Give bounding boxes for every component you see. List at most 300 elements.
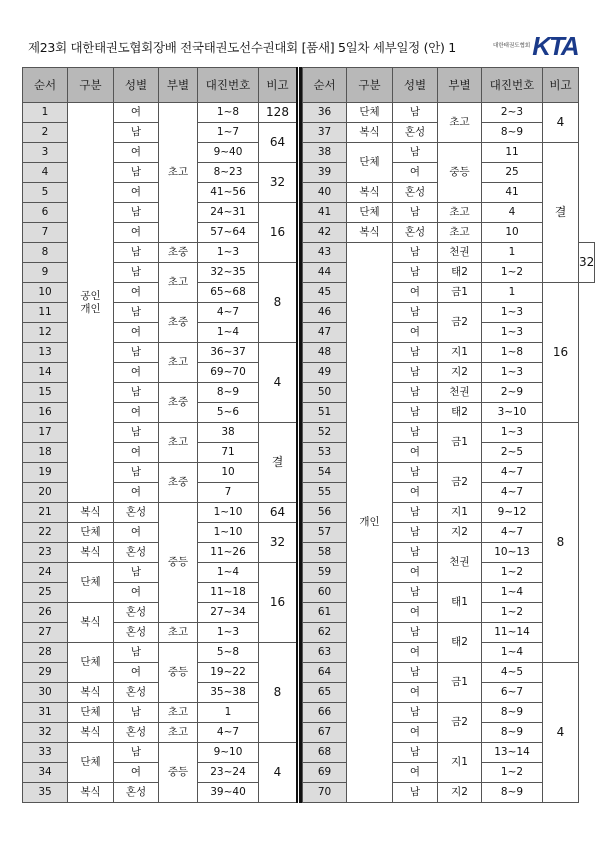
remarks-cell: 64 xyxy=(259,503,297,523)
gender-cell: 혼성 xyxy=(114,623,159,643)
division-cell: 중등 xyxy=(159,503,198,623)
category-cell: 복식 xyxy=(68,603,114,643)
order-cell: 59 xyxy=(303,563,347,583)
gender-cell: 남 xyxy=(393,403,438,423)
gender-cell: 남 xyxy=(393,383,438,403)
category-cell: 복식 xyxy=(68,503,114,523)
category-cell: 복식 xyxy=(68,543,114,563)
col-gender: 성별 xyxy=(114,68,159,103)
order-cell: 58 xyxy=(303,543,347,563)
order-cell: 43 xyxy=(303,243,347,263)
gender-cell: 여 xyxy=(114,103,159,123)
table-row xyxy=(23,103,297,123)
bracket-cell: 4~7 xyxy=(198,303,259,323)
gender-cell: 여 xyxy=(114,483,159,503)
table-row xyxy=(23,703,297,723)
remarks-cell: 32 xyxy=(579,243,595,283)
order-cell: 61 xyxy=(303,603,347,623)
table-row xyxy=(23,503,297,523)
order-cell: 42 xyxy=(303,223,347,243)
gender-cell: 여 xyxy=(393,723,438,743)
order-cell: 36 xyxy=(303,103,347,123)
bracket-cell: 4~7 xyxy=(482,463,543,483)
table-row xyxy=(303,663,595,683)
category-cell: 단체 xyxy=(347,143,393,183)
remarks-cell: 16 xyxy=(259,203,297,263)
bracket-cell: 10 xyxy=(482,223,543,243)
order-cell: 5 xyxy=(23,183,68,203)
division-cell: 천권 xyxy=(438,383,482,403)
gender-cell: 남 xyxy=(393,783,438,803)
table-row xyxy=(23,343,297,363)
table-row xyxy=(303,143,595,163)
bracket-cell: 1~8 xyxy=(198,103,259,123)
gender-cell: 남 xyxy=(393,703,438,723)
bracket-cell: 7 xyxy=(198,483,259,503)
order-cell: 30 xyxy=(23,683,68,703)
gender-cell: 남 xyxy=(114,643,159,663)
order-cell: 68 xyxy=(303,743,347,763)
bracket-cell: 8~9 xyxy=(482,123,543,143)
order-cell: 57 xyxy=(303,523,347,543)
col-bracket: 대진번호 xyxy=(198,68,259,103)
order-cell: 54 xyxy=(303,463,347,483)
order-cell: 7 xyxy=(23,223,68,243)
order-cell: 67 xyxy=(303,723,347,743)
order-cell: 56 xyxy=(303,503,347,523)
bracket-cell: 1~3 xyxy=(482,363,543,383)
col-gender: 성별 xyxy=(393,68,438,103)
category-cell: 복식 xyxy=(68,723,114,743)
gender-cell: 남 xyxy=(114,343,159,363)
order-cell: 15 xyxy=(23,383,68,403)
bracket-cell: 4~7 xyxy=(482,483,543,503)
category-cell: 복식 xyxy=(347,223,393,243)
division-cell: 금2 xyxy=(438,703,482,743)
order-cell: 16 xyxy=(23,403,68,423)
category-cell: 단체 xyxy=(68,703,114,723)
division-cell: 금1 xyxy=(438,423,482,463)
division-cell: 초중 xyxy=(159,303,198,343)
division-cell: 금2 xyxy=(438,303,482,343)
division-cell: 태2 xyxy=(438,403,482,423)
gender-cell: 여 xyxy=(393,683,438,703)
order-cell: 13 xyxy=(23,343,68,363)
order-cell: 66 xyxy=(303,703,347,723)
division-cell: 지2 xyxy=(438,363,482,383)
bracket-cell: 3~10 xyxy=(482,403,543,423)
bracket-cell: 1~2 xyxy=(482,263,543,283)
gender-cell: 여 xyxy=(393,483,438,503)
order-cell: 12 xyxy=(23,323,68,343)
order-cell: 70 xyxy=(303,783,347,803)
gender-cell: 남 xyxy=(393,503,438,523)
order-cell: 32 xyxy=(23,723,68,743)
division-cell: 지2 xyxy=(438,783,482,803)
division-cell: 천권 xyxy=(438,243,482,263)
bracket-cell: 1~2 xyxy=(482,563,543,583)
page-title: 제23회 대한태권도협회장배 전국태권도선수권대회 [품새] 5일차 세부일정 (안) 1 xyxy=(28,40,456,55)
order-cell: 23 xyxy=(23,543,68,563)
bracket-cell: 25 xyxy=(482,163,543,183)
order-cell: 69 xyxy=(303,763,347,783)
bracket-cell: 8~9 xyxy=(482,783,543,803)
category-cell: 복식 xyxy=(68,683,114,703)
division-cell: 초고 xyxy=(159,423,198,463)
order-cell: 35 xyxy=(23,783,68,803)
table-row xyxy=(23,383,297,403)
bracket-cell: 24~31 xyxy=(198,203,259,223)
gender-cell: 남 xyxy=(393,583,438,603)
division-cell: 중등 xyxy=(159,643,198,703)
remarks-cell: 16 xyxy=(543,283,579,423)
bracket-cell: 1~2 xyxy=(482,763,543,783)
division-cell: 태2 xyxy=(438,263,482,283)
bracket-cell: 32~35 xyxy=(198,263,259,283)
col-bracket: 대진번호 xyxy=(482,68,543,103)
col-division: 부별 xyxy=(159,68,198,103)
gender-cell: 여 xyxy=(393,283,438,303)
gender-cell: 여 xyxy=(114,443,159,463)
table-row xyxy=(303,283,595,303)
bracket-cell: 1~4 xyxy=(198,323,259,343)
division-cell: 초고 xyxy=(438,223,482,243)
bracket-cell: 9~12 xyxy=(482,503,543,523)
gender-cell: 혼성 xyxy=(114,603,159,623)
gender-cell: 남 xyxy=(114,243,159,263)
bracket-cell: 6~7 xyxy=(482,683,543,703)
order-cell: 48 xyxy=(303,343,347,363)
order-cell: 53 xyxy=(303,443,347,463)
gender-cell: 혼성 xyxy=(114,543,159,563)
order-cell: 52 xyxy=(303,423,347,443)
col-order: 순서 xyxy=(23,68,68,103)
order-cell: 24 xyxy=(23,563,68,583)
gender-cell: 여 xyxy=(114,583,159,603)
order-cell: 1 xyxy=(23,103,68,123)
gender-cell: 혼성 xyxy=(114,683,159,703)
gender-cell: 남 xyxy=(393,523,438,543)
category-cell: 단체 xyxy=(68,563,114,603)
gender-cell: 여 xyxy=(114,323,159,343)
order-cell: 60 xyxy=(303,583,347,603)
order-cell: 9 xyxy=(23,263,68,283)
gender-cell: 남 xyxy=(114,463,159,483)
bracket-cell: 23~24 xyxy=(198,763,259,783)
col-remarks: 비고 xyxy=(543,68,579,103)
gender-cell: 남 xyxy=(114,423,159,443)
gender-cell: 여 xyxy=(114,663,159,683)
category-cell: 단체 xyxy=(347,103,393,123)
order-cell: 21 xyxy=(23,503,68,523)
order-cell: 34 xyxy=(23,763,68,783)
remarks-cell: 8 xyxy=(259,643,297,743)
table-row xyxy=(23,263,297,283)
remarks-cell: 64 xyxy=(259,123,297,163)
bracket-cell: 19~22 xyxy=(198,663,259,683)
division-cell: 초고 xyxy=(159,723,198,743)
order-cell: 44 xyxy=(303,263,347,283)
division-cell: 지1 xyxy=(438,743,482,783)
gender-cell: 남 xyxy=(114,263,159,283)
order-cell: 39 xyxy=(303,163,347,183)
bracket-cell: 1~10 xyxy=(198,503,259,523)
order-cell: 38 xyxy=(303,143,347,163)
order-cell: 26 xyxy=(23,603,68,623)
col-remarks: 비고 xyxy=(259,68,297,103)
logo-small-text: 대한태권도협회 xyxy=(493,43,531,49)
bracket-cell: 1~4 xyxy=(482,583,543,603)
gender-cell: 남 xyxy=(393,303,438,323)
col-order: 순서 xyxy=(303,68,347,103)
remarks-cell: 4 xyxy=(259,743,297,803)
logo-icon: KTA xyxy=(532,30,578,61)
bracket-cell: 69~70 xyxy=(198,363,259,383)
table-row xyxy=(303,423,595,443)
remarks-cell: 결 xyxy=(543,143,579,283)
col-category: 구분 xyxy=(68,68,114,103)
order-cell: 19 xyxy=(23,463,68,483)
order-cell: 27 xyxy=(23,623,68,643)
bracket-cell: 27~34 xyxy=(198,603,259,623)
bracket-cell: 13~14 xyxy=(482,743,543,763)
bracket-cell: 1~3 xyxy=(482,423,543,443)
order-cell: 37 xyxy=(303,123,347,143)
order-cell: 47 xyxy=(303,323,347,343)
bracket-cell: 71 xyxy=(198,443,259,463)
gender-cell: 혼성 xyxy=(114,503,159,523)
bracket-cell: 1~10 xyxy=(198,523,259,543)
division-cell: 지1 xyxy=(438,503,482,523)
bracket-cell: 1 xyxy=(482,243,543,263)
order-cell: 40 xyxy=(303,183,347,203)
bracket-cell: 1~3 xyxy=(482,303,543,323)
bracket-cell: 41~56 xyxy=(198,183,259,203)
gender-cell: 혼성 xyxy=(114,783,159,803)
gender-cell: 여 xyxy=(114,403,159,423)
bracket-cell: 4 xyxy=(482,203,543,223)
order-cell: 63 xyxy=(303,643,347,663)
gender-cell: 남 xyxy=(114,743,159,763)
division-cell: 초중 xyxy=(159,463,198,503)
category-cell: 단체 xyxy=(68,643,114,683)
order-cell: 20 xyxy=(23,483,68,503)
bracket-cell: 11~14 xyxy=(482,623,543,643)
order-cell: 14 xyxy=(23,363,68,383)
order-cell: 51 xyxy=(303,403,347,423)
division-cell: 초고 xyxy=(438,103,482,143)
kta-logo xyxy=(493,30,578,62)
order-cell: 50 xyxy=(303,383,347,403)
gender-cell: 남 xyxy=(393,103,438,123)
gender-cell: 혼성 xyxy=(393,183,438,203)
order-cell: 31 xyxy=(23,703,68,723)
bracket-cell: 10~13 xyxy=(482,543,543,563)
gender-cell: 혼성 xyxy=(393,123,438,143)
order-cell: 3 xyxy=(23,143,68,163)
table-row xyxy=(23,463,297,483)
bracket-cell: 1~4 xyxy=(482,643,543,663)
order-cell: 22 xyxy=(23,523,68,543)
order-cell: 11 xyxy=(23,303,68,323)
order-cell: 17 xyxy=(23,423,68,443)
division-cell: 초중 xyxy=(159,243,198,263)
gender-cell: 남 xyxy=(114,383,159,403)
bracket-cell: 8~9 xyxy=(198,383,259,403)
division-cell: 태2 xyxy=(438,623,482,663)
bracket-cell: 5~6 xyxy=(198,403,259,423)
division-cell: 금2 xyxy=(438,463,482,503)
division-cell: 금1 xyxy=(438,283,482,303)
division-cell: 지1 xyxy=(438,343,482,363)
table-row xyxy=(23,423,297,443)
gender-cell: 여 xyxy=(393,163,438,183)
gender-cell: 여 xyxy=(114,523,159,543)
bracket-cell: 8~23 xyxy=(198,163,259,183)
gender-cell: 남 xyxy=(393,363,438,383)
gender-cell: 남 xyxy=(114,163,159,183)
order-cell: 41 xyxy=(303,203,347,223)
table-row xyxy=(23,243,297,263)
remarks-cell: 32 xyxy=(259,163,297,203)
table-row xyxy=(23,623,297,643)
division-cell: 중등 xyxy=(159,743,198,803)
gender-cell: 남 xyxy=(114,563,159,583)
bracket-cell: 1~3 xyxy=(198,243,259,263)
order-cell: 18 xyxy=(23,443,68,463)
bracket-cell: 1~8 xyxy=(482,343,543,363)
gender-cell: 혼성 xyxy=(393,223,438,243)
bracket-cell: 4~5 xyxy=(482,663,543,683)
bracket-cell: 8~9 xyxy=(482,703,543,723)
category-cell: 복식 xyxy=(347,183,393,203)
gender-cell: 여 xyxy=(393,643,438,663)
order-cell: 6 xyxy=(23,203,68,223)
division-cell: 초고 xyxy=(159,103,198,243)
gender-cell: 여 xyxy=(114,143,159,163)
table-row xyxy=(23,743,297,763)
bracket-cell: 1~7 xyxy=(198,123,259,143)
order-cell: 4 xyxy=(23,163,68,183)
gender-cell: 남 xyxy=(393,743,438,763)
remarks-cell: 8 xyxy=(543,423,579,663)
bracket-cell: 1~2 xyxy=(482,603,543,623)
remarks-cell: 16 xyxy=(259,563,297,643)
gender-cell: 남 xyxy=(393,203,438,223)
gender-cell: 남 xyxy=(114,203,159,223)
header-row xyxy=(303,68,595,103)
category-cell: 복식 xyxy=(68,783,114,803)
gender-cell: 남 xyxy=(393,343,438,363)
gender-cell: 여 xyxy=(393,763,438,783)
bracket-cell: 4~7 xyxy=(198,723,259,743)
division-cell: 중등 xyxy=(438,143,482,203)
bracket-cell: 1 xyxy=(198,703,259,723)
bracket-cell: 10 xyxy=(198,463,259,483)
category-cell: 단체 xyxy=(347,203,393,223)
gender-cell: 여 xyxy=(393,563,438,583)
division-cell: 금1 xyxy=(438,663,482,703)
gender-cell: 여 xyxy=(114,363,159,383)
bracket-cell: 2~3 xyxy=(482,103,543,123)
gender-cell: 여 xyxy=(114,223,159,243)
gender-cell: 여 xyxy=(114,763,159,783)
bracket-cell: 1~3 xyxy=(482,323,543,343)
gender-cell: 남 xyxy=(114,703,159,723)
bracket-cell: 9~10 xyxy=(198,743,259,763)
gender-cell: 남 xyxy=(393,243,438,263)
division-cell: 초고 xyxy=(159,263,198,303)
gender-cell: 남 xyxy=(114,303,159,323)
division-cell: 천권 xyxy=(438,543,482,583)
order-cell: 55 xyxy=(303,483,347,503)
gender-cell: 여 xyxy=(114,183,159,203)
division-cell: 초중 xyxy=(159,383,198,423)
bracket-cell: 41 xyxy=(482,183,543,203)
bracket-cell: 8~9 xyxy=(482,723,543,743)
division-cell: 초고 xyxy=(159,703,198,723)
gender-cell: 여 xyxy=(393,323,438,343)
header-row xyxy=(23,68,297,103)
order-cell: 49 xyxy=(303,363,347,383)
gender-cell: 여 xyxy=(114,283,159,303)
division-cell: 태1 xyxy=(438,583,482,623)
bracket-cell: 1~3 xyxy=(198,623,259,643)
gender-cell: 남 xyxy=(393,663,438,683)
bracket-cell: 1~4 xyxy=(198,563,259,583)
bracket-cell: 39~40 xyxy=(198,783,259,803)
bracket-cell: 9~40 xyxy=(198,143,259,163)
table-row xyxy=(23,303,297,323)
order-cell: 65 xyxy=(303,683,347,703)
bracket-cell: 57~64 xyxy=(198,223,259,243)
bracket-cell: 11~26 xyxy=(198,543,259,563)
table-row xyxy=(303,103,595,123)
schedule-table-left xyxy=(22,67,297,803)
bracket-cell: 38 xyxy=(198,423,259,443)
division-cell: 초고 xyxy=(438,203,482,223)
category-cell: 공인 개인 xyxy=(68,103,114,503)
gender-cell: 여 xyxy=(393,443,438,463)
bracket-cell: 35~38 xyxy=(198,683,259,703)
category-cell: 복식 xyxy=(347,123,393,143)
remarks-cell: 4 xyxy=(543,663,579,803)
order-cell: 28 xyxy=(23,643,68,663)
category-cell: 단체 xyxy=(68,743,114,783)
bracket-cell: 65~68 xyxy=(198,283,259,303)
order-cell: 25 xyxy=(23,583,68,603)
order-cell: 33 xyxy=(23,743,68,763)
bracket-cell: 36~37 xyxy=(198,343,259,363)
order-cell: 2 xyxy=(23,123,68,143)
order-cell: 8 xyxy=(23,243,68,263)
category-cell: 개인 xyxy=(347,243,393,803)
order-cell: 46 xyxy=(303,303,347,323)
remarks-cell: 8 xyxy=(259,263,297,343)
remarks-cell: 4 xyxy=(543,103,579,143)
category-cell: 단체 xyxy=(68,523,114,543)
bracket-cell: 11~18 xyxy=(198,583,259,603)
bracket-cell: 2~5 xyxy=(482,443,543,463)
gender-cell: 남 xyxy=(393,543,438,563)
gender-cell: 남 xyxy=(114,123,159,143)
gender-cell: 남 xyxy=(393,143,438,163)
remarks-cell: 결 xyxy=(259,423,297,503)
bracket-cell: 2~9 xyxy=(482,383,543,403)
remarks-cell: 128 xyxy=(259,103,297,123)
bracket-cell: 5~8 xyxy=(198,643,259,663)
order-cell: 29 xyxy=(23,663,68,683)
